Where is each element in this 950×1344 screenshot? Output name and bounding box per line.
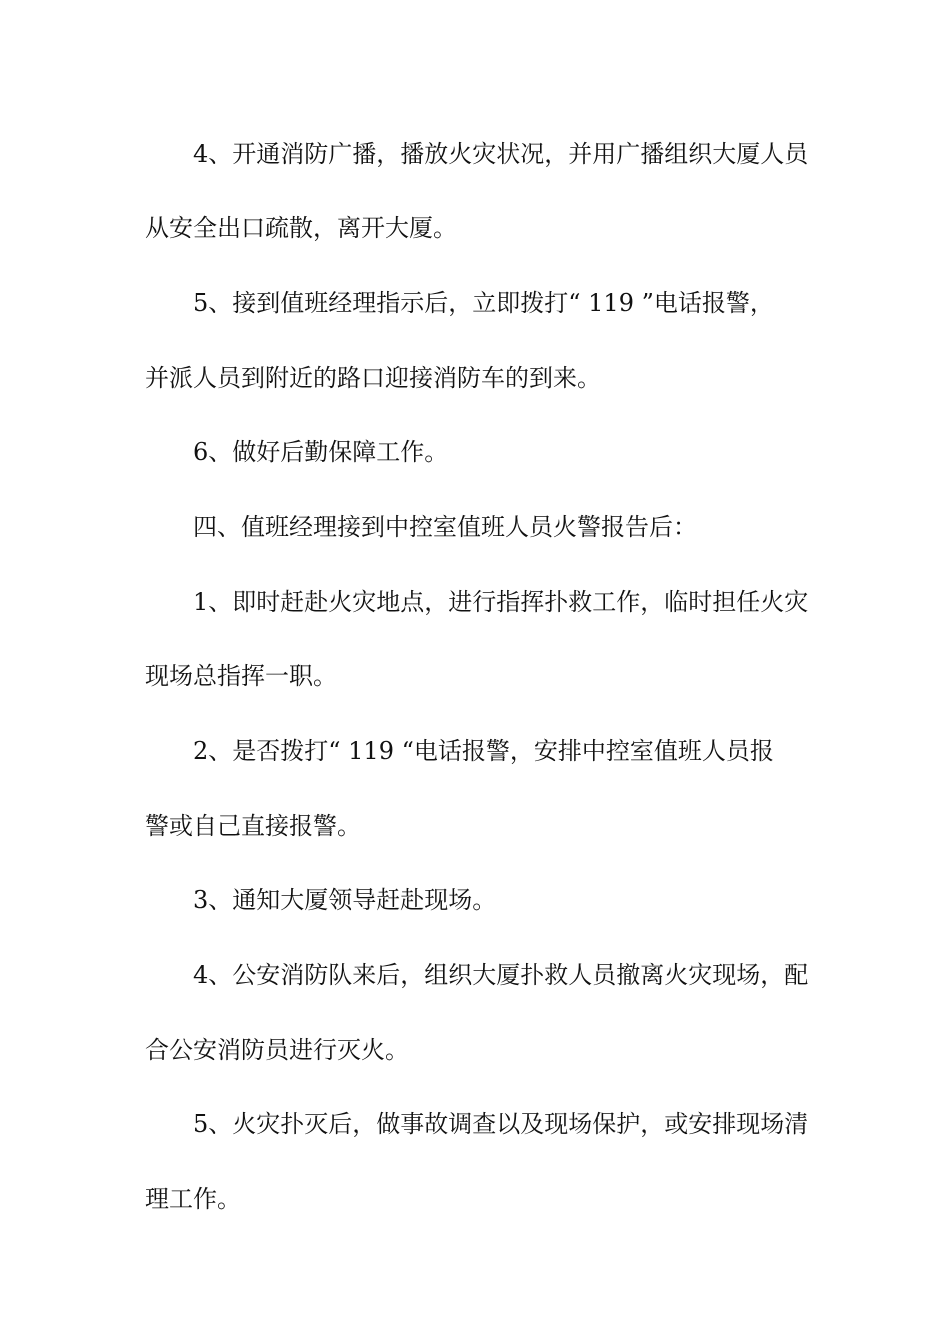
text-line: 6、做好后勤保障工作。 bbox=[193, 438, 449, 466]
text-line: 4、开通消防广播，播放火灾状况，并用广播组织大厦人员 bbox=[193, 140, 809, 168]
section-heading: 四、值班经理接到中控室值班人员火警报告后： bbox=[193, 513, 697, 541]
text-line: 从安全出口疏散，离开大厦。 bbox=[145, 214, 457, 242]
text-line: 5、火灾扑灭后，做事故调查以及现场保护，或安排现场清 bbox=[193, 1110, 809, 1138]
text-line: 理工作。 bbox=[145, 1185, 241, 1213]
text-line: 并派人员到附近的路口迎接消防车的到来。 bbox=[145, 364, 601, 392]
text-line: 3、通知大厦领导赶赴现场。 bbox=[193, 886, 497, 914]
text-line: 警或自己直接报警。 bbox=[145, 812, 361, 840]
text-line: 2、是否拨打“ 119 “电话报警，安排中控室值班人员报 bbox=[193, 737, 774, 765]
text-line: 4、公安消防队来后，组织大厦扑救人员撤离火灾现场，配 bbox=[193, 961, 809, 989]
text-line: 现场总指挥一职。 bbox=[145, 662, 337, 690]
text-line: 5、接到值班经理指示后，立即拨打“ 119 ”电话报警， bbox=[193, 289, 774, 317]
text-line: 合公安消防员进行灭火。 bbox=[145, 1036, 409, 1064]
text-line: 1、即时赶赴火灾地点，进行指挥扑救工作，临时担任火灾 bbox=[193, 588, 809, 616]
